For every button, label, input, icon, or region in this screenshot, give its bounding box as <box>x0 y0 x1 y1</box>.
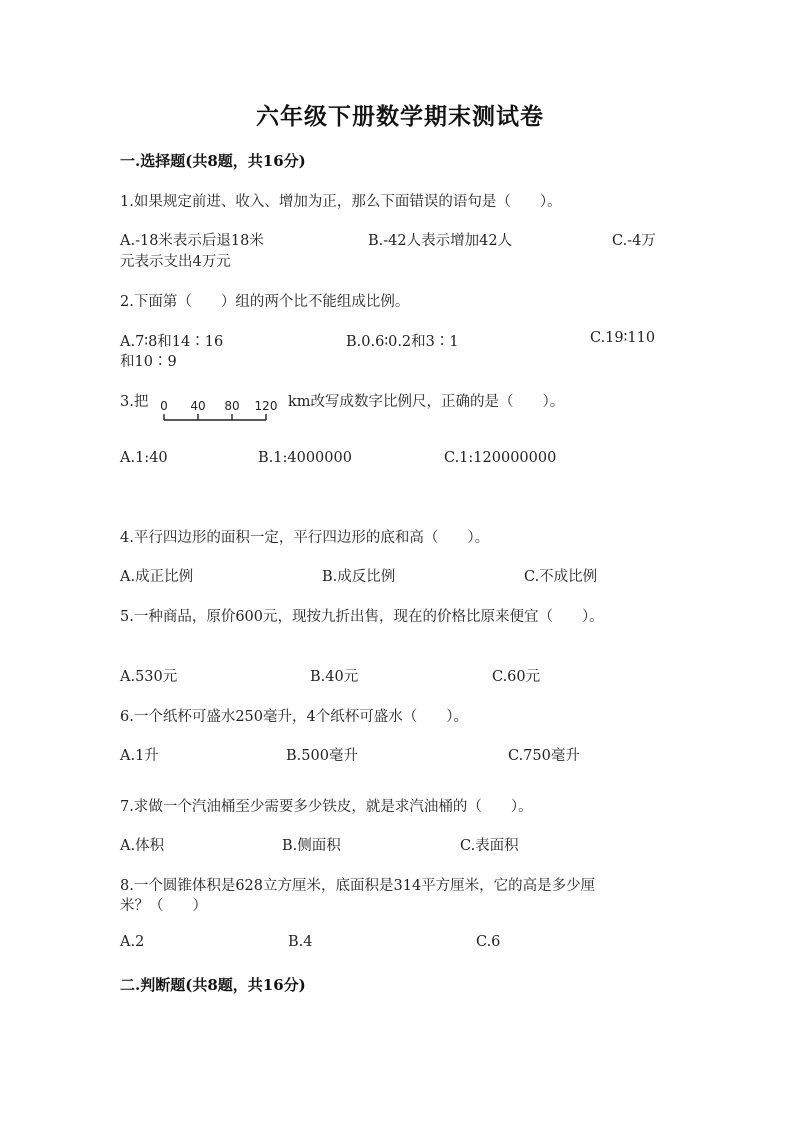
question-7-option-c: C.表面积 <box>460 838 519 854</box>
question-4-option-b: B.成反比例 <box>322 569 396 585</box>
question-1-option-c-cont: 元表示支出4万元 <box>120 254 231 270</box>
question-1-option-a: A.-18米表示后退18米 <box>120 233 264 249</box>
question-5-option-a: A.530元 <box>120 669 178 685</box>
question-3-stem-prefix: 3.把 <box>120 394 149 410</box>
question-5-option-b: B.40元 <box>310 669 359 685</box>
question-8-stem-line1: 8.一个圆锥体积是628立方厘米，底面积是314平方厘米，它的高是多少厘 <box>120 878 596 894</box>
question-8-option-b: B.4 <box>288 934 313 950</box>
question-7-option-b: B.侧面积 <box>282 838 341 854</box>
question-4-option-a: A.成正比例 <box>120 569 194 585</box>
section-heading-judgement: 二.判断题(共8题，共16分) <box>120 976 306 994</box>
question-3-option-c: C.1:120000000 <box>444 450 557 466</box>
question-2-option-b: B.0.6∶0.2和3∶1 <box>346 334 459 350</box>
question-7-option-a: A.体积 <box>120 838 165 854</box>
scale-bar-diagram <box>158 396 286 428</box>
page-title: 六年级下册数学期末测试卷 <box>256 103 544 130</box>
question-2-stem: 2.下面第（ ）组的两个比不能组成比例。 <box>120 294 410 310</box>
question-3-option-b: B.1:4000000 <box>258 450 352 466</box>
question-2-option-a: A.7∶8和14∶16 <box>120 334 224 350</box>
scale-tick-label-40: 40 <box>190 399 206 413</box>
scale-tick-label-120: 120 <box>254 399 278 413</box>
question-5-option-c: C.60元 <box>492 669 541 685</box>
question-4-stem: 4.平行四边形的面积一定，平行四边形的底和高（ ）。 <box>120 530 490 546</box>
question-3-option-a: A.1:40 <box>120 450 168 466</box>
question-8-option-c: C.6 <box>476 934 501 950</box>
question-7-stem: 7.求做一个汽油桶至少需要多少铁皮，就是求汽油桶的（ ）。 <box>120 799 533 815</box>
question-4-option-c: C.不成比例 <box>524 569 598 585</box>
question-2-option-c-cont: 和10∶9 <box>120 354 177 370</box>
question-6-option-c: C.750毫升 <box>508 748 580 764</box>
scale-tick-label-0: 0 <box>160 399 168 413</box>
question-8-option-a: A.2 <box>120 934 145 950</box>
question-1-stem: 1.如果规定前进、收入、增加为正，那么下面错误的语句是（ ）。 <box>120 194 562 210</box>
question-6-option-b: B.500毫升 <box>286 748 358 764</box>
question-5-stem: 5.一种商品，原价600元，现按九折出售，现在的价格比原来便宜（ ）。 <box>120 609 604 625</box>
scale-tick-label-80: 80 <box>224 399 240 413</box>
question-6-option-a: A.1升 <box>120 748 159 764</box>
question-1-option-c: C.-4万 <box>612 233 656 249</box>
question-3-stem-suffix: km改写成数字比例尺，正确的是（ ）。 <box>288 394 565 410</box>
question-2-option-c: C.19∶110 <box>590 330 656 346</box>
question-1-option-b: B.-42人表示增加42人 <box>368 233 513 249</box>
question-6-stem: 6.一个纸杯可盛水250毫升，4个纸杯可盛水（ ）。 <box>120 709 468 725</box>
section-heading-choice: 一.选择题(共8题，共16分) <box>120 152 306 170</box>
question-8-stem-line2: 米？（ ） <box>120 898 207 914</box>
